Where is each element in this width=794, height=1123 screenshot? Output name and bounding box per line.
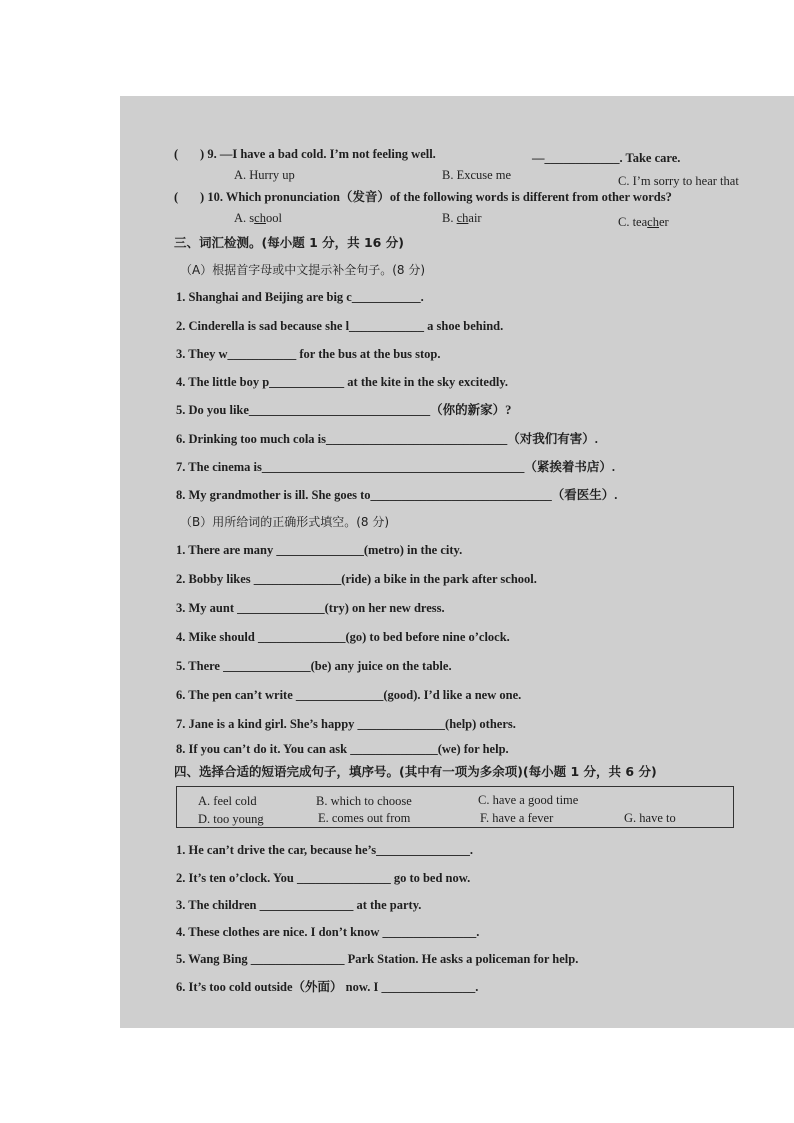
question-10: ( ) 10. Which pronunciation（发音）of the following words is different from other words? [174,190,672,204]
s3a-item-5: 5. Do you like_____________________________（你的新家）? [176,403,512,417]
s3b-item-6: 6. The pen can’t write ______________(good). I’d like a new one. [176,688,522,702]
phrase-option-g: G. have to [624,811,676,825]
s3a-item-8: 8. My grandmother is ill. She goes to_____________________________（看医生）. [176,488,618,502]
q10-option-a[interactable]: A. school [234,211,282,225]
s4-item-5: 5. Wang Bing _______________ Park Station. He asks a policeman for help. [176,952,579,966]
s3b-item-4: 4. Mike should ______________(go) to bed before nine o’clock. [176,630,510,644]
s3b-item-8: 8. If you can’t do it. You can ask ______________(we) for help. [176,742,509,756]
phrase-option-d: D. too young [198,812,264,826]
phrase-option-f: F. have a fever [480,811,554,825]
q9-option-a[interactable]: A. Hurry up [234,168,295,182]
phrase-option-e: E. comes out from [318,811,411,825]
q9-option-c[interactable]: C. I’m sorry to hear that [618,174,739,188]
question-9-blank: —____________. Take care. [532,151,681,165]
s3a-item-4: 4. The little boy p____________ at the kite in the sky excitedly. [176,375,509,389]
phrase-option-c: C. have a good time [478,793,579,807]
s3b-item-7: 7. Jane is a kind girl. She’s happy ______________(help) others. [176,717,516,731]
s3a-item-2: 2. Cinderella is sad because she l____________ a shoe behind. [176,319,504,333]
s3a-item-7: 7. The cinema is__________________________________________（紧挨着书店）. [176,460,616,474]
s3b-item-1: 1. There are many ______________(metro) in the city. [176,543,463,557]
s4-item-1: 1. He can’t drive the car, because he’s_______________. [176,843,473,857]
phrase-option-b: B. which to choose [316,794,412,808]
q10-option-b[interactable]: B. chair [442,211,482,225]
section-3b-heading: （B）用所给词的正确形式填空。(8 分) [180,515,390,529]
s4-item-4: 4. These clothes are nice. I don’t know _______________. [176,925,480,939]
s3b-item-3: 3. My aunt ______________(try) on her new dress. [176,601,445,615]
s4-item-2: 2. It’s ten o’clock. You _______________ go to bed now. [176,871,471,885]
q10-option-c[interactable]: C. teacher [618,215,669,229]
section-3-heading: 三、词汇检测。(每小题 1 分，共 16 分) [174,235,404,250]
section-4-heading: 四、选择合适的短语完成句子，填序号。(其中有一项为多余项)(每小题 1 分，共 6 分) [174,764,657,779]
s3a-item-3: 3. They w___________ for the bus at the bus stop. [176,347,441,361]
s3a-item-1: 1. Shanghai and Beijing are big c___________. [176,290,424,304]
s3b-item-5: 5. There ______________(be) any juice on the table. [176,659,452,673]
section-3a-heading: （A）根据首字母或中文提示补全句子。(8 分) [180,263,426,277]
q9-option-b[interactable]: B. Excuse me [442,168,512,182]
s3b-item-2: 2. Bobby likes ______________(ride) a bike in the park after school. [176,572,537,586]
phrase-option-a: A. feel cold [198,794,257,808]
exam-sheet [120,96,794,1028]
s4-item-6: 6. It’s too cold outside（外面） now. I _______________. [176,980,479,994]
s4-item-3: 3. The children _______________ at the party. [176,898,422,912]
question-9: ( ) 9. —I have a bad cold. I’m not feeling well. [174,147,436,161]
s3a-item-6: 6. Drinking too much cola is_____________________________（对我们有害）. [176,432,598,446]
